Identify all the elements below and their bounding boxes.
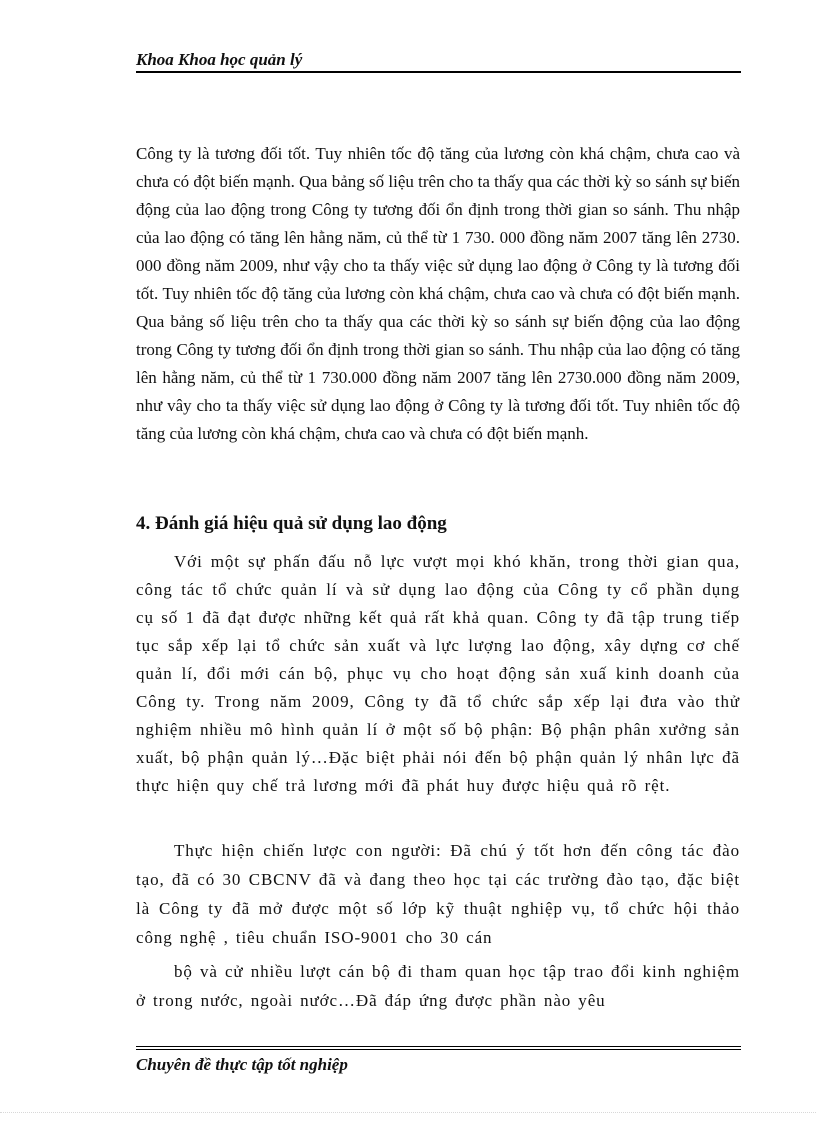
page-footer-title: Chuyên đề thực tập tốt nghiệp: [136, 1055, 348, 1074]
section-heading: 4. Đánh giá hiệu quả sử dụng lao động: [136, 513, 447, 534]
body-paragraph-4: bộ và cử nhiều lượt cán bộ đi tham quan học tập trao đổi kinh nghiệm ở trong nước, ngoài nước…Đã đáp ứng được phần nào yêu: [136, 962, 740, 1010]
body-paragraph-3: Thực hiện chiến lược con người: Đã chú ý tốt hơn đến công tác đào tạo, đã có 30 CBCNV đã và đang theo học tại các trường đào tạo, đặc biệt là Công ty đã mở được một số lớp kỹ thuật nghiệp vụ, tổ chức hội thảo công nghệ , tiêu chuẩn ISO-9001 cho 30 cán: [136, 841, 740, 947]
page-header-title: Khoa Khoa học quản lý: [136, 50, 303, 69]
footer-divider-top: [136, 1046, 741, 1047]
page-bottom-dotted-line: [0, 1112, 816, 1113]
header-divider: [136, 71, 741, 73]
body-paragraph-2: Với một sự phấn đấu nỗ lực vượt mọi khó khăn, trong thời gian qua, công tác tổ chức quản lí và sử dụng lao động của Công ty cổ phần dụng cụ số 1 đã đạt được những kết quả rất khả quan. Công ty đã tập trung tiếp tục sắp xếp lại tổ chức sản xuất và lực lượng lao động, xây dựng cơ chế quản lí, đổi mới cán bộ, phục vụ cho hoạt động sản xuấ kinh doanh của Công ty. Trong năm 2009, Công ty đã tổ chức sắp xếp lại đưa vào thử nghiệm nhiều mô hình quản lí ở một số bộ phận: Bộ phận phân xưởng sản xuất, bộ phận quản lý…Đặc biệt phải nói đến bộ phận quản lý nhân lực đã thực hiện quy chế trả lương mới đã phát huy được hiệu quả rõ rệt.: [136, 552, 740, 795]
body-paragraph-1: Công ty là tương đối tốt. Tuy nhiên tốc độ tăng của lương còn khá chậm, chưa cao và chưa có đột biến mạnh. Qua bảng số liệu trên cho ta thấy qua các thời kỳ so sánh sự biến động của lao động trong Công ty tương đối ổn định trong thời gian so sánh. Thu nhập của lao động có tăng lên hằng năm, củ thể từ 1 730. 000 đồng năm 2007 tăng lên 2730. 000 đồng năm 2009, như vậy cho ta thấy việc sử dụng lao động ở Công ty là tương đối tốt. Tuy nhiên tốc độ tăng của lương còn khá chậm, chưa cao và chưa có đột biến mạnh. Qua bảng số liệu trên cho ta thấy qua các thời kỳ so sánh sự biến động của lao động trong Công ty tương đối ổn định trong thời gian so sánh. Thu nhập của lao động có tăng lên hằng năm, củ thể từ 1 730.000 đồng năm 2007 tăng lên 2730.000 đồng năm 2009, như vây cho ta thấy việc sử dụng lao động ở Công ty là tương đối tốt. Tuy nhiên tốc độ tăng của lương còn khá chậm, chưa cao và chưa có đột biến mạnh.: [136, 144, 740, 443]
footer-divider-bottom: [136, 1049, 741, 1050]
